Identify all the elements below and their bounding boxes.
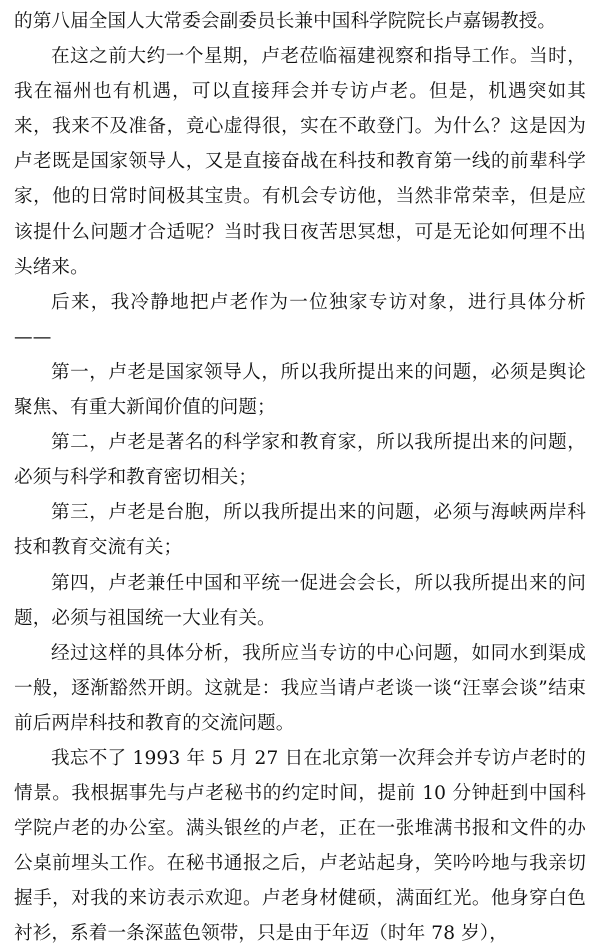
paragraph-analysis-intro: 后来，我冷静地把卢老作为一位独家专访对象，进行具体分析—— — [14, 291, 586, 348]
paragraph-point-one: 第一，卢老是国家领导人，所以我所提出来的问题，必须是舆论聚焦、有重大新闻价值的问题； — [14, 361, 586, 419]
paragraph-continuation: 的第八届全国人大常委会副委员长兼中国科学院院长卢嘉锡教授。 — [14, 11, 557, 32]
paragraph-interview-scene: 我忘不了 1993 年 5 月 27 日在北京第一次拜会并专访卢老时的情景。我根据事先与卢老秘书的约定时间，提前 10 分钟赶到中国科学院卢老的办公室。满头银丝的卢老，正在一张堆满书报和文件的办公桌前埋头工作。在秘书通报之后，卢老站起身，笑吟吟地与我亲切握手，对我的来访表示欢迎。卢老身材健硕，满面红光。他身穿白色衬衫，系着一条深蓝色领带，只是由于年迈（时年 78 岁）， — [14, 747, 586, 945]
document-page — [14, 4, 586, 952]
paragraph-conclusion: 经过这样的具体分析，我所应当专访的中心问题，如同水到渠成一般，逐渐豁然开朗。这就是：我应当请卢老谈一谈“汪辜会谈”结束前后两岸科技和教育的交流问题。 — [14, 642, 586, 734]
paragraph-point-four: 第四，卢老兼任中国和平统一促进会会长，所以我所提出来的问题，必须与祖国统一大业有关。 — [14, 572, 586, 629]
paragraph-visit-background: 在这之前大约一个星期，卢老莅临福建视察和指导工作。当时，我在福州也有机遇，可以直接拜会并专访卢老。但是，机遇突如其来，我来不及准备，竟心虚得很，实在不敢登门。为什么？这是因为卢老既是国家领导人，又是直接奋战在科技和教育第一线的前辈科学家，他的日常时间极其宝贵。有机会专访他，当然非常荣幸，但是应该提什么问题才合适呢？当时我日夜苦思冥想，可是无论如何理不出头绪来。 — [14, 46, 586, 278]
paragraph-point-three: 第三，卢老是台胞，所以我所提出来的问题，必须与海峡两岸科技和教育交流有关； — [14, 502, 586, 559]
paragraph-point-two: 第二，卢老是著名的科学家和教育家，所以我所提出来的问题，必须与科学和教育密切相关； — [14, 432, 586, 489]
